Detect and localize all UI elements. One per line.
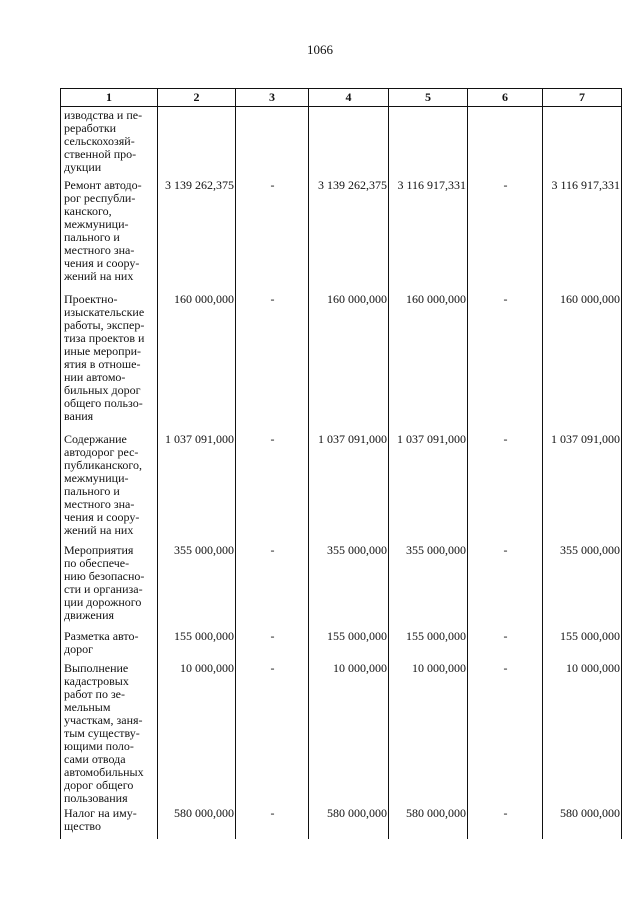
amount-cell: 10 000,000: [389, 660, 468, 805]
dash-cell: -: [236, 805, 309, 839]
row-name-cell: Проектно- изыскательские работы, экспер- тиза проектов и иные меропри- ятия в отноше- нии автомо- бильных дорог общего пользо- вания: [61, 291, 158, 431]
table-row: [61, 628, 622, 660]
row-name-cell: изводства и пе- реработки сельскохозяй- ственной про- дукции: [61, 107, 158, 177]
amount-cell: [389, 107, 468, 177]
amount-cell: 10 000,000: [158, 660, 236, 805]
amount-cell: 160 000,000: [309, 291, 389, 431]
dash-cell: [236, 107, 309, 177]
dash-cell: -: [468, 431, 543, 542]
dash-cell: -: [468, 177, 543, 291]
row-name-cell: Выполнение кадастровых работ по зе- мельным участкам, заня- тым существу- ющими поло- сами отвода автомобильных дорог общего пользования: [61, 660, 158, 805]
dash-cell: -: [236, 177, 309, 291]
column-header: 7: [543, 89, 622, 107]
amount-cell: 155 000,000: [158, 628, 236, 660]
amount-cell: 355 000,000: [158, 542, 236, 628]
table-row: [61, 542, 622, 628]
amount-cell: 1 037 091,000: [543, 431, 622, 542]
dash-cell: -: [468, 805, 543, 839]
budget-table: [60, 88, 622, 839]
amount-cell: 1 037 091,000: [309, 431, 389, 542]
amount-cell: 10 000,000: [543, 660, 622, 805]
amount-cell: 160 000,000: [543, 291, 622, 431]
dash-cell: [468, 107, 543, 177]
amount-cell: 160 000,000: [389, 291, 468, 431]
amount-cell: 160 000,000: [158, 291, 236, 431]
table-row: [61, 805, 622, 839]
amount-cell: [309, 107, 389, 177]
row-name-cell: Налог на иму- щество: [61, 805, 158, 839]
amount-cell: 10 000,000: [309, 660, 389, 805]
table-row: [61, 107, 622, 177]
column-header: 4: [309, 89, 389, 107]
dash-cell: -: [468, 660, 543, 805]
amount-cell: 580 000,000: [389, 805, 468, 839]
amount-cell: 1 037 091,000: [158, 431, 236, 542]
amount-cell: 155 000,000: [309, 628, 389, 660]
column-header: 6: [468, 89, 543, 107]
header-row: [61, 89, 622, 107]
row-name-cell: Мероприятия по обеспече- нию безопасно- сти и организа- ции дорожного движения: [61, 542, 158, 628]
dash-cell: -: [236, 291, 309, 431]
column-header: 3: [236, 89, 309, 107]
amount-cell: 580 000,000: [158, 805, 236, 839]
amount-cell: 355 000,000: [309, 542, 389, 628]
amount-cell: 355 000,000: [389, 542, 468, 628]
column-header: 1: [61, 89, 158, 107]
table-row: [61, 431, 622, 542]
row-name-cell: Содержание автодорог рес- публиканского, межмуници- пального и местного зна- чения и соору- жений на них: [61, 431, 158, 542]
dash-cell: -: [468, 542, 543, 628]
amount-cell: 580 000,000: [309, 805, 389, 839]
amount-cell: 580 000,000: [543, 805, 622, 839]
amount-cell: [543, 107, 622, 177]
dash-cell: -: [468, 291, 543, 431]
amount-cell: 155 000,000: [389, 628, 468, 660]
amount-cell: 3 116 917,331: [543, 177, 622, 291]
amount-cell: 355 000,000: [543, 542, 622, 628]
row-name-cell: Ремонт автодо- рог республи- канского, межмуници- пального и местного зна- чения и соору- жений на них: [61, 177, 158, 291]
column-header: 2: [158, 89, 236, 107]
dash-cell: -: [236, 431, 309, 542]
dash-cell: -: [236, 660, 309, 805]
amount-cell: 3 139 262,375: [158, 177, 236, 291]
amount-cell: 155 000,000: [543, 628, 622, 660]
column-header: 5: [389, 89, 468, 107]
amount-cell: 3 116 917,331: [389, 177, 468, 291]
amount-cell: [158, 107, 236, 177]
table-row: [61, 660, 622, 805]
dash-cell: -: [468, 628, 543, 660]
dash-cell: -: [236, 628, 309, 660]
row-name-cell: Разметка авто- дорог: [61, 628, 158, 660]
amount-cell: 3 139 262,375: [309, 177, 389, 291]
table-row: [61, 177, 622, 291]
table-row: [61, 291, 622, 431]
amount-cell: 1 037 091,000: [389, 431, 468, 542]
dash-cell: -: [236, 542, 309, 628]
page-number: 1066: [307, 42, 333, 57]
